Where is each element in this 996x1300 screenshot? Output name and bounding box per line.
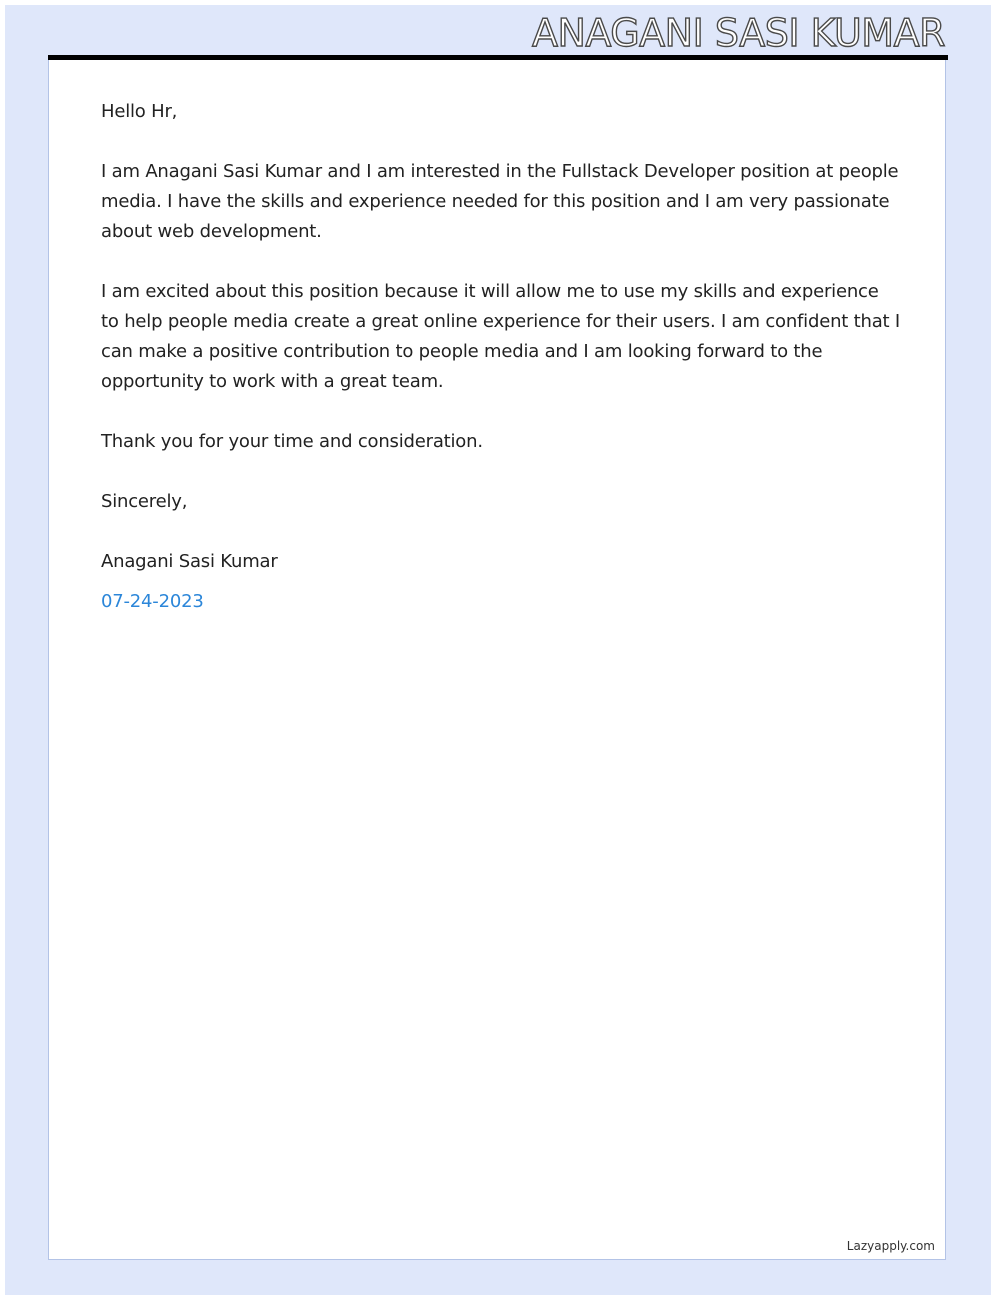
- letter-date: 07-24-2023: [101, 591, 204, 612]
- paragraph-motivation: I am excited about this position because it will allow me to use my skills and experience to help people media create a great online experience for their users. I am confident that I can make a positive contribution to people media and I am looking forward to the opportunity to work with a great team.: [101, 281, 901, 392]
- closing: Sincerely,: [101, 491, 188, 512]
- lazyapply-watermark: Lazyapply.com: [846, 1239, 935, 1253]
- cover-letter-body: [101, 97, 901, 617]
- letter-paper: [48, 60, 946, 1260]
- applicant-name-header: ANAGANI SASI KUMAR: [531, 11, 945, 55]
- greeting: Hello Hr,: [101, 101, 178, 122]
- paragraph-thanks: Thank you for your time and consideration.: [101, 431, 483, 452]
- signature: Anagani Sasi Kumar: [101, 551, 278, 572]
- paragraph-intro: I am Anagani Sasi Kumar and I am interested in the Fullstack Developer position at people media. I have the skills and experience needed for this position and I am very passionate about web development.: [101, 161, 899, 242]
